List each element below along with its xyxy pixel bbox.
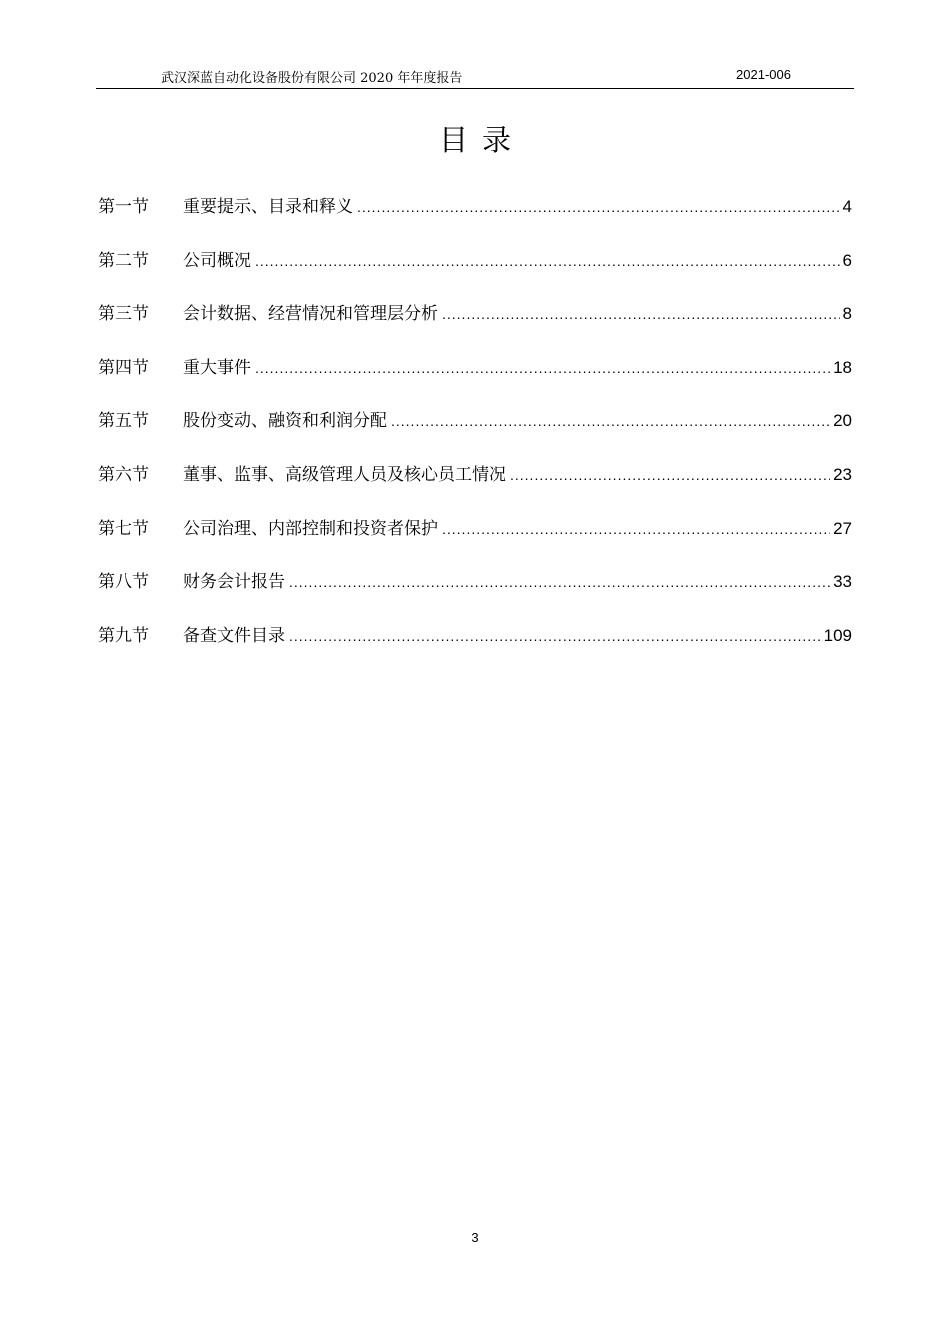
header-document-code: 2021-006	[736, 67, 791, 82]
toc-dot-leader	[442, 512, 830, 546]
toc-section-number: 第八节	[98, 572, 149, 593]
toc-section-number: 第一节	[98, 197, 149, 217]
toc-page-number: 8	[842, 304, 852, 324]
toc-entry[interactable]	[98, 297, 852, 351]
table-of-contents	[98, 190, 852, 672]
toc-section-number: 第三节	[98, 304, 149, 325]
toc-section-number: 第七节	[98, 518, 149, 539]
toc-page-number: 109	[823, 625, 852, 645]
toc-section-name: 股份变动、融资和利润分配	[183, 411, 387, 432]
toc-section-number: 第二节	[98, 250, 149, 271]
toc-section-name: 会计数据、经营情况和管理层分析	[183, 304, 438, 325]
toc-entry[interactable]	[98, 565, 852, 619]
toc-section-name: 备查文件目录	[183, 625, 285, 646]
toc-title: 目录	[438, 123, 525, 157]
toc-dot-leader	[289, 619, 821, 653]
toc-section-number: 第四节	[98, 357, 149, 378]
toc-page-number: 23	[833, 464, 852, 484]
toc-page-number: 4	[842, 197, 852, 216]
toc-section-name: 公司概况	[183, 250, 251, 271]
toc-section-name: 公司治理、内部控制和投资者保护	[183, 518, 438, 539]
toc-page-number: 6	[842, 250, 852, 270]
toc-dot-leader	[255, 351, 830, 385]
toc-entry[interactable]	[98, 190, 852, 244]
toc-page-number: 20	[833, 411, 852, 431]
toc-section-number: 第六节	[98, 464, 149, 485]
toc-entry[interactable]	[98, 244, 852, 298]
toc-entry[interactable]	[98, 351, 852, 405]
toc-dot-leader	[442, 297, 840, 331]
toc-entry[interactable]	[98, 619, 852, 673]
page-header	[96, 66, 854, 89]
toc-section-number: 第五节	[98, 411, 149, 432]
toc-entry[interactable]	[98, 404, 852, 458]
toc-page-number: 33	[833, 572, 852, 592]
toc-section-name: 重要提示、目录和释义	[183, 197, 353, 217]
toc-dot-leader	[289, 565, 830, 599]
toc-entry[interactable]	[98, 512, 852, 566]
toc-section-name: 董事、监事、高级管理人员及核心员工情况	[183, 464, 506, 485]
toc-dot-leader	[510, 458, 830, 492]
toc-dot-leader	[357, 190, 840, 224]
toc-dot-leader	[255, 244, 840, 278]
header-title: 武汉深蓝自动化设备股份有限公司 2020 年年度报告	[161, 71, 463, 86]
toc-entry[interactable]	[98, 458, 852, 512]
toc-page-number: 27	[833, 518, 852, 538]
page-number: 3	[471, 1230, 479, 1245]
toc-page-number: 18	[833, 357, 852, 377]
toc-dot-leader	[391, 404, 830, 438]
toc-section-name: 重大事件	[183, 357, 251, 378]
toc-section-number: 第九节	[98, 625, 149, 646]
toc-section-name: 财务会计报告	[183, 572, 285, 593]
